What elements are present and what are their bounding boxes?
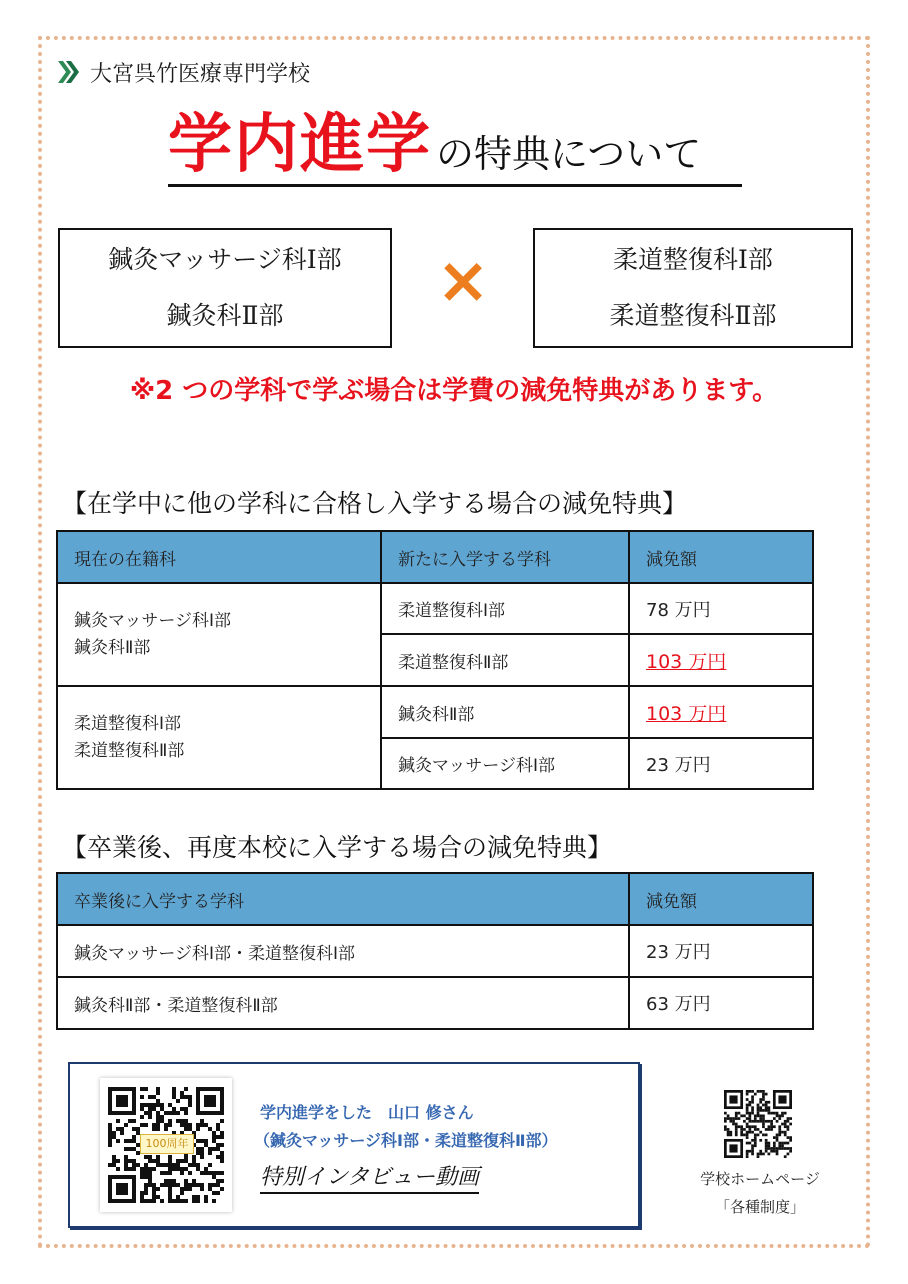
new-dept-cell: 鍼灸マッサージ科Ⅰ部 bbox=[381, 738, 629, 789]
dept-left-line2: 鍼灸科Ⅱ部 bbox=[166, 301, 284, 330]
school-name: 大宮呉竹医療専門学校 bbox=[90, 61, 311, 87]
current-dept-cell bbox=[57, 583, 381, 686]
table-row bbox=[57, 583, 813, 634]
page-title bbox=[168, 102, 742, 187]
title-suffix: の特典について bbox=[436, 132, 702, 176]
new-dept-cell: 鍼灸科Ⅱ部 bbox=[381, 686, 629, 738]
dept-cell: 鍼灸科Ⅱ部・柔道整復科Ⅱ部 bbox=[57, 977, 629, 1029]
dept-box-acupuncture bbox=[58, 228, 392, 348]
header-amount: 減免額 bbox=[629, 873, 813, 925]
header-dept: 卒業後に入学する学科 bbox=[57, 873, 629, 925]
section1-title: 【在学中に他の学科に合格し入学する場合の減免特典】 bbox=[62, 489, 688, 518]
current-dept-line: 柔道整復科Ⅱ部 bbox=[74, 740, 185, 761]
homepage-sublabel: 「各種制度」 bbox=[714, 1198, 805, 1216]
times-icon: × bbox=[436, 244, 490, 318]
header-new: 新たに入学する学科 bbox=[381, 531, 629, 583]
current-dept-line: 鍼灸マッサージ科Ⅰ部 bbox=[74, 610, 231, 631]
school-header bbox=[58, 56, 310, 88]
current-dept-line: 鍼灸科Ⅱ部 bbox=[74, 637, 151, 658]
interview-video-box[interactable] bbox=[68, 1062, 640, 1228]
readmission-discount-table bbox=[56, 872, 814, 1030]
transfer-discount-table bbox=[56, 530, 814, 790]
interview-qr-code[interactable] bbox=[100, 1078, 232, 1212]
dept-right-line1: 柔道整復科Ⅰ部 bbox=[613, 245, 773, 274]
interview-name: 学内進学をした 山口 修さん bbox=[260, 1103, 474, 1122]
dept-box-judo bbox=[533, 228, 853, 348]
anniversary-badge: 100周年 bbox=[140, 1134, 194, 1154]
amount-cell: 63 万円 bbox=[629, 977, 813, 1029]
table-row bbox=[57, 925, 813, 977]
amount-cell bbox=[629, 686, 813, 738]
current-dept-line: 柔道整復科Ⅰ部 bbox=[74, 713, 182, 734]
amount-cell: 23 万円 bbox=[629, 738, 813, 789]
table-row bbox=[57, 977, 813, 1029]
discount-notice: ※2 つの学科で学ぶ場合は学費の減免特典があります。 bbox=[129, 376, 779, 406]
highlight-amount: 103 万円 bbox=[646, 650, 727, 673]
table-header-row bbox=[57, 873, 813, 925]
homepage-qr-code-icon[interactable] bbox=[724, 1090, 792, 1158]
highlight-amount: 103 万円 bbox=[646, 702, 727, 725]
header-amount: 減免額 bbox=[629, 531, 813, 583]
new-dept-cell: 柔道整復科Ⅰ部 bbox=[381, 583, 629, 634]
amount-cell: 23 万円 bbox=[629, 925, 813, 977]
dept-cell: 鍼灸マッサージ科Ⅰ部・柔道整復科Ⅰ部 bbox=[57, 925, 629, 977]
header-current: 現在の在籍科 bbox=[57, 531, 381, 583]
dept-right-line2: 柔道整復科Ⅱ部 bbox=[609, 301, 777, 330]
amount-cell bbox=[629, 634, 813, 686]
amount-cell: 78 万円 bbox=[629, 583, 813, 634]
current-dept-cell bbox=[57, 686, 381, 789]
interview-depts: （鍼灸マッサージ科Ⅰ部・柔道整復科Ⅱ部） bbox=[254, 1131, 558, 1150]
table-header-row bbox=[57, 531, 813, 583]
new-dept-cell: 柔道整復科Ⅱ部 bbox=[381, 634, 629, 686]
school-logo-icon bbox=[58, 61, 80, 83]
title-main: 学内進学 bbox=[168, 108, 432, 182]
table-row bbox=[57, 686, 813, 738]
section2-title: 【卒業後、再度本校に入学する場合の減免特典】 bbox=[62, 833, 613, 862]
dept-left-line1: 鍼灸マッサージ科Ⅰ部 bbox=[108, 245, 342, 274]
homepage-label: 学校ホームページ bbox=[700, 1170, 820, 1188]
interview-video-link[interactable]: 特別インタビュー動画 bbox=[260, 1164, 479, 1194]
